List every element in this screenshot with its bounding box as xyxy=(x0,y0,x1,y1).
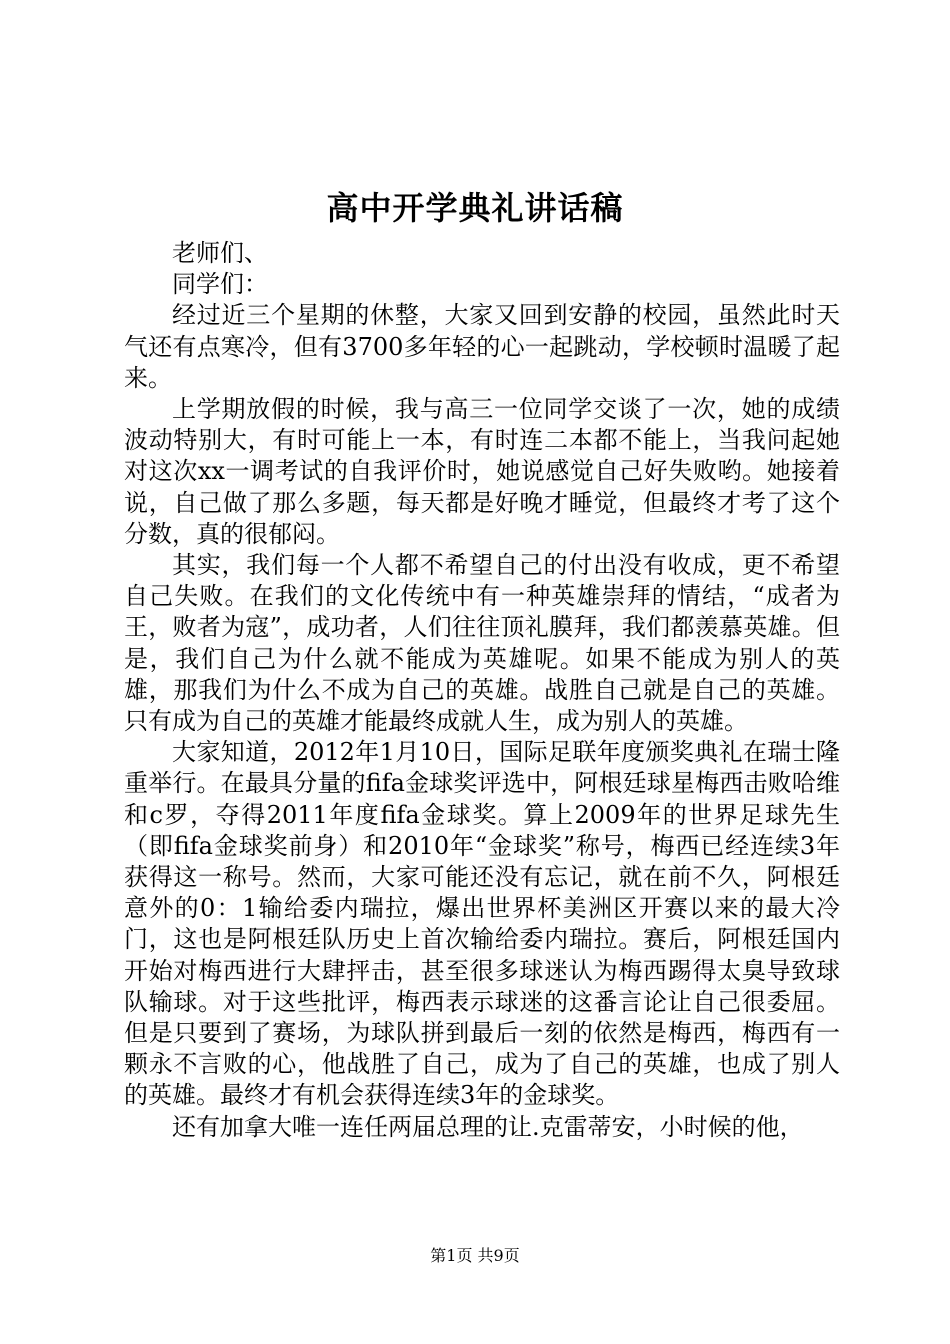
page-number-footer: 第1页 共9页 xyxy=(430,1246,520,1265)
paragraph-4: 大家知道，2012年1月10日，国际足联年度颁奖典礼在瑞士隆重举行。在最具分量的fifa金球奖评选中，阿根廷球星梅西击败哈维和c罗，夺得2011年度fifa金球奖。算上2009年的世界足球先生（即fifa金球奖前身）和2010年“金球奖”称号，梅西已经连续3年获得这一称号。然而，大家可能还没有忘记，就在前不久，阿根廷意外的0：1输给委内瑞拉，爆出世界杯美洲区开赛以来的最大冷门，这也是阿根廷队历史上首次输给委内瑞拉。赛后，阿根廷国内开始对梅西进行大肆抨击，甚至很多球迷认为梅西踢得太臭导致球队输球。对于这些批评，梅西表示球迷的这番言论让自己很委屈。但是只要到了赛场，为球队拼到最后一刻的依然是梅西，梅西有一颗永不言败的心，他战胜了自己，成为了自己的英雄，也成了别人的英雄。最终才有机会获得连续3年的金球奖。 xyxy=(124,738,840,1110)
paragraph-3: 其实，我们每一个人都不希望自己的付出没有收成，更不希望自己失败。在我们的文化传统中有一种英雄崇拜的情结，“成者为王，败者为寇”，成功者，人们往往顶礼膜拜，我们都羡慕英雄。但是，我们自己为什么就不能成为英雄呢。如果不能成为别人的英雄，那我们为什么不成为自己的英雄。战胜自己就是自己的英雄。只有成为自己的英雄才能最终成就人生，成为别人的英雄。 xyxy=(124,551,840,736)
paragraph-2: 上学期放假的时候，我与高三一位同学交谈了一次，她的成绩波动特别大，有时可能上一本，有时连二本都不能上，当我问起她对这次xx一调考试的自我评价时，她说感觉自己好失败哟。她接着说，自己做了那么多题，每天都是好晚才睡觉，但最终才考了这个分数，真的很郁闷。 xyxy=(124,395,840,548)
document-body xyxy=(124,238,840,1143)
document-title: 高中开学典礼讲话稿 xyxy=(326,189,624,227)
paragraph-1: 经过近三个星期的休整，大家又回到安静的校园，虽然此时天气还有点寒冷，但有3700多年轻的心一起跳动，学校顿时温暖了起来。 xyxy=(124,301,840,392)
paragraph-5: 还有加拿大唯一连任两届总理的让.克雷蒂安，小时候的他， xyxy=(172,1112,804,1141)
salutation-teachers: 老师们、 xyxy=(172,239,268,267)
salutation-students: 同学们： xyxy=(172,270,268,299)
